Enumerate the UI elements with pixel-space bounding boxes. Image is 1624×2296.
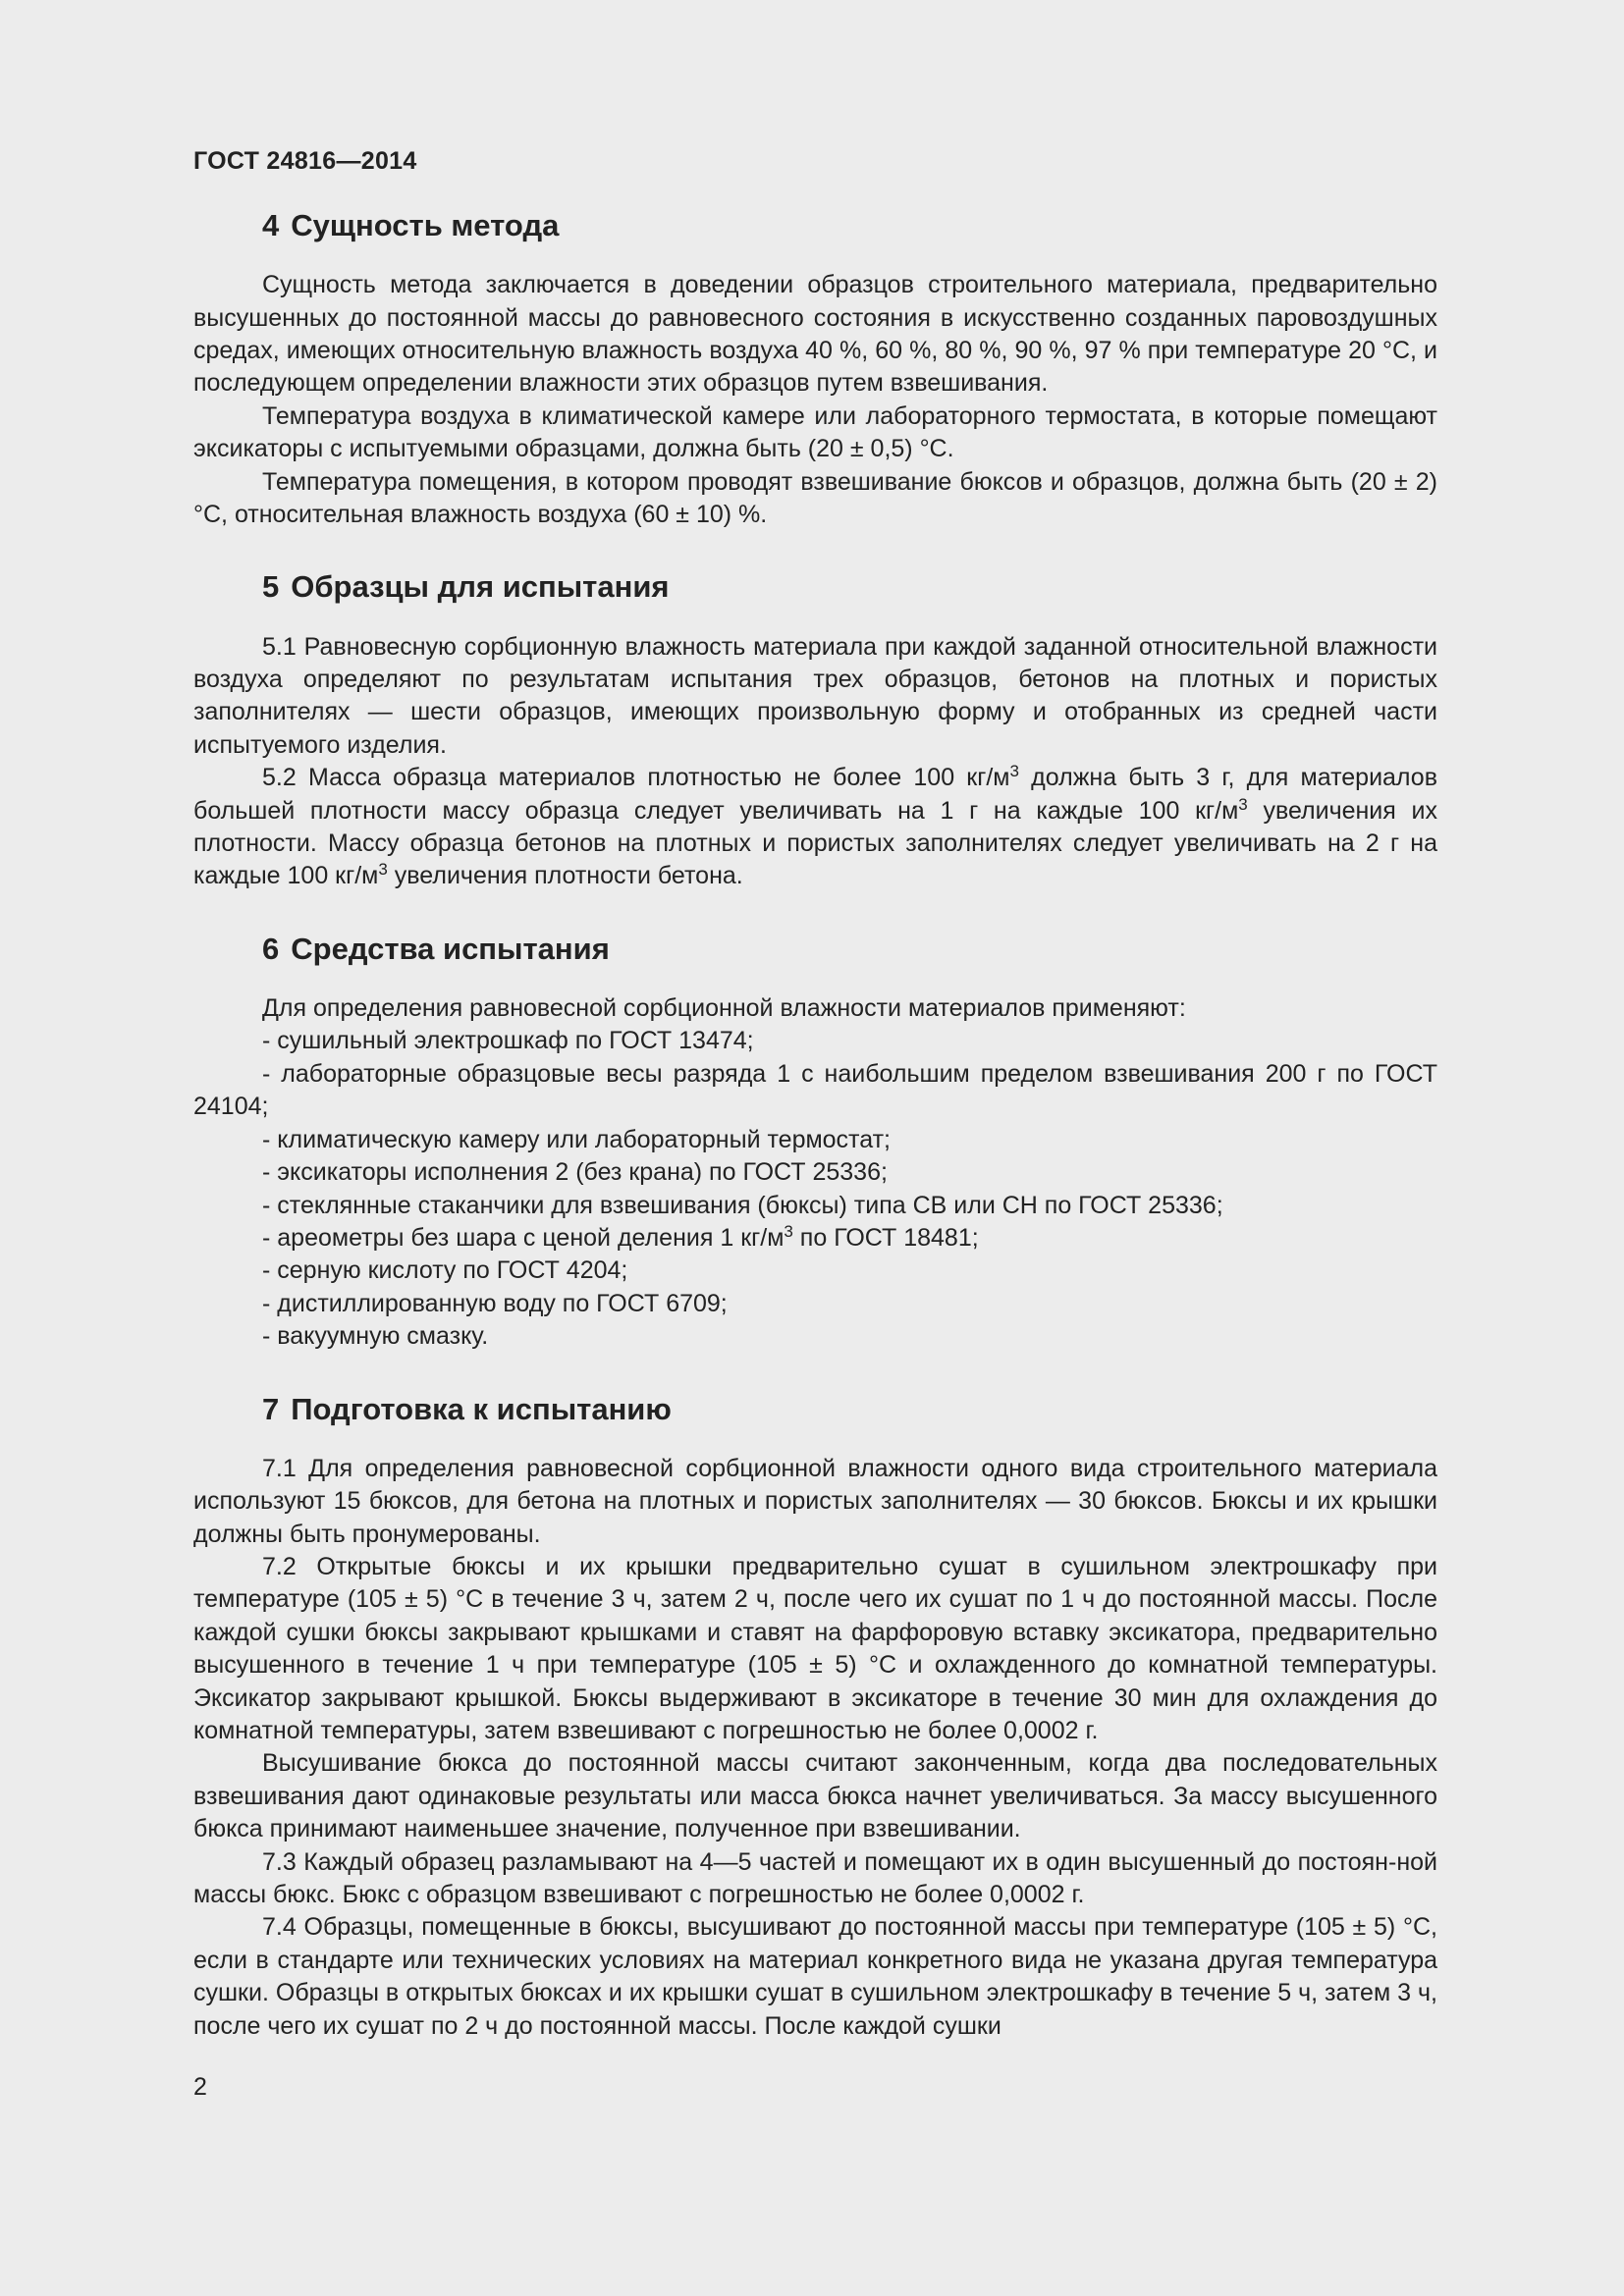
- paragraph: Сущность метода заключается в доведении образцов строительного материала, предварительно высушенных до постоянной массы до равновесного состояния в искусственно созданных паровоздушных средах, имеющих относительную влажность воздуха 40 %, 60 %, 80 %, 90 %, 97 % при температуре 20 °С, и последующем определении влажности этих образцов путем взвешивания.: [193, 271, 1437, 398]
- section-number: 4: [262, 208, 280, 242]
- section-title: Образцы для испытания: [291, 569, 670, 605]
- list-item: - дистиллированную воду по ГОСТ 6709;: [262, 1289, 728, 1317]
- section-heading: [193, 568, 1437, 605]
- list-item: - лабораторные образцовые весы разряда 1 с наибольшим пределом взвешивания 200 г по ГОСТ 24104;: [193, 1059, 1437, 1121]
- list-item: - стеклянные стаканчики для взвешивания (бюксы) типа СВ или СН по ГОСТ 25336;: [262, 1191, 1223, 1219]
- paragraph: 7.3 Каждый образец разламывают на 4—5 частей и помещают их в один высушенный до постоян-ной массы бюкс. Бюкс с образцом взвешивают с погрешностью не более 0,0002 г.: [193, 1847, 1437, 1908]
- paragraph: 7.1 Для определения равновесной сорбционной влажности одного вида строительного материала используют 15 бюксов, для бетона на плотных и пористых заполнителях — 30 бюксов. Бюксы и их крышки должны быть пронумерованы.: [193, 1454, 1437, 1548]
- paragraph: 7.4 Образцы, помещенные в бюксы, высушивают до постоянной массы при температуре (105 ± 5) °С, если в стандарте или технических условиях на материал конкретного вида не указана другая температура сушки. Образцы в открытых бюксах и их крышки сушат в сушильном электрошкафу в течение 5 ч, затем 3 ч, после чего их сушат по 2 ч до постоянной массы. После каждой сушки: [193, 1913, 1437, 2040]
- section-4: [193, 207, 1437, 531]
- text-run: по ГОСТ 18481;: [792, 1223, 979, 1252]
- text-run: увеличения их плотности. Массу образца бетонов на плотных и пористых заполнителях следует увеличивать на 2 г на каждые 100 кг/м: [193, 796, 1437, 890]
- text-run: 5.2 Масса образца материалов плотностью не более 100 кг/м: [262, 764, 1010, 792]
- section-6: [193, 931, 1437, 1354]
- paragraph: 7.2 Открытые бюксы и их крышки предварительно сушат в сушильном электрошкафу при температуре (105 ± 5) °С в течение 3 ч, затем 2 ч, после чего их сушат по 1 ч до постоянной массы. После каждой сушки бюксы закрывают крышками и ставят на фарфоровую вставку эксикатора, предварительно высушенного в течение 1 ч при температуре (105 ± 5) °С и охлажденного до комнатной температуры. Эксикатор закрывают крышкой. Бюксы выдерживают в эксикаторе в течение 30 мин для охлаждения до комнатной температуры, затем взвешивают с погрешностью не более 0,0002 г.: [193, 1552, 1437, 1744]
- list-item: [193, 1222, 1437, 1255]
- paragraph: Температура помещения, в котором проводят взвешивание бюксов и образцов, должна быть (20 ± 2) °С, относительная влажность воздуха (60 ± 10) %.: [193, 467, 1437, 529]
- page-number: 2: [193, 2073, 207, 2101]
- section-number: 5: [262, 569, 280, 605]
- section-5: [193, 568, 1437, 892]
- paragraph: 5.1 Равновесную сорбционную влажность материала при каждой заданной относительной влажности воздуха определяют по результатам испытания трех образцов, бетонов на плотных и пористых заполнителях — шести образцов, имеющих произвольную форму и отобранных из средней части испытуемого изделия.: [193, 632, 1437, 759]
- section-heading: [193, 207, 1437, 243]
- list-item: - вакуумную смазку.: [262, 1322, 489, 1351]
- paragraph: Высушивание бюкса до постоянной массы считают законченным, когда два последовательных взвешивания дают одинаковые результаты или масса бюкса начнет увеличиваться. За массу высушенного бюкса принимают наименьшее значение, полученное при взвешивании.: [193, 1749, 1437, 1843]
- document-code: ГОСТ 24816—2014: [193, 147, 417, 175]
- superscript: 3: [1009, 762, 1019, 781]
- list-item: - эксикаторы исполнения 2 (без крана) по ГОСТ 25336;: [262, 1158, 888, 1187]
- superscript: 3: [378, 860, 388, 880]
- list-item: - серную кислоту по ГОСТ 4204;: [262, 1256, 628, 1285]
- superscript: 3: [1238, 794, 1248, 814]
- section-title: Подготовка к испытанию: [291, 1391, 672, 1426]
- list-intro: Для определения равновесной сорбционной влажности материалов применяют:: [262, 994, 1186, 1023]
- section-heading: [193, 1391, 1437, 1427]
- section-title: Средства испытания: [291, 931, 610, 966]
- superscript: 3: [784, 1221, 793, 1241]
- section-number: 7: [262, 1391, 280, 1426]
- text-run: увеличения плотности бетона.: [387, 862, 743, 890]
- section-7: [193, 1391, 1437, 2044]
- section-number: 6: [262, 931, 280, 966]
- paragraph: [193, 762, 1437, 893]
- section-title: Сущность метода: [291, 208, 560, 242]
- paragraph: Температура воздуха в климатической камере или лабораторного термостата, в которые помещают эксикаторы с испытуемыми образцами, должна быть (20 ± 0,5) °С.: [193, 401, 1437, 463]
- text-run: должна быть 3 г, для материалов большей плотности массу образца следует увеличивать на 1 г на каждые 100 кг/м: [193, 764, 1437, 825]
- section-heading: [193, 931, 1437, 967]
- text-run: - ареометры без шара с ценой деления 1 кг/м: [262, 1223, 785, 1252]
- list-item: - сушильный электрошкаф по ГОСТ 13474;: [262, 1027, 754, 1055]
- list-item: - климатическую камеру или лабораторный термостат;: [262, 1125, 891, 1153]
